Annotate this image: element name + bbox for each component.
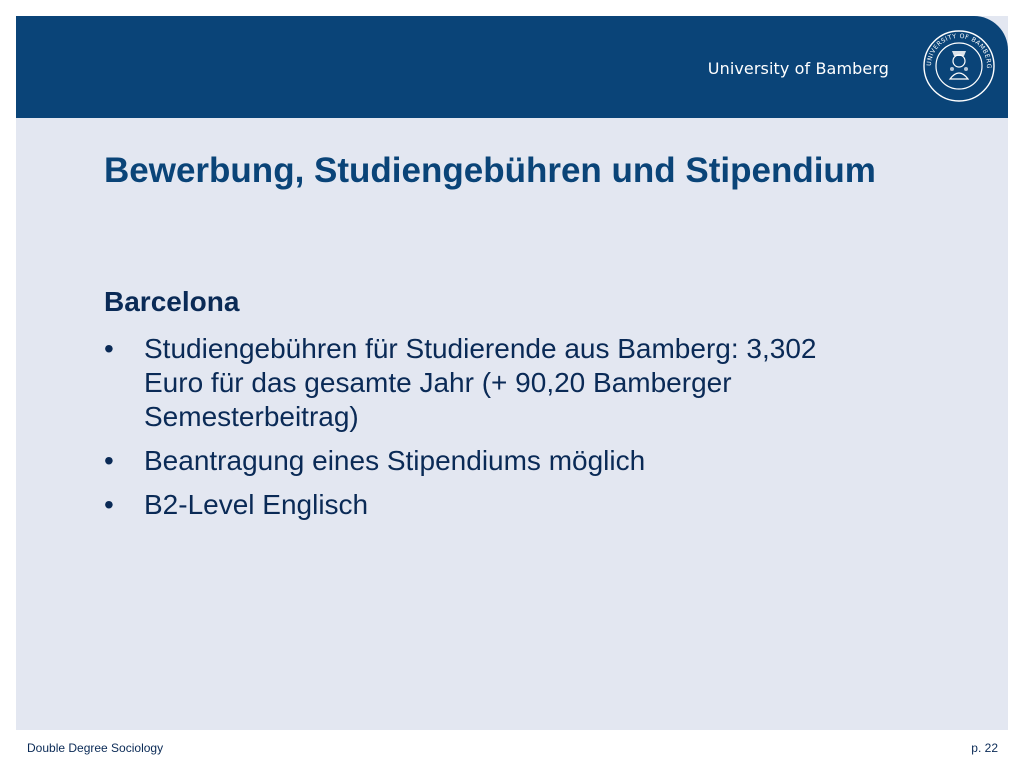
list-item-text: B2-Level Englisch: [144, 489, 369, 520]
page-title: Bewerbung, Studiengebühren und Stipendium: [104, 151, 876, 190]
list-item: [104, 444, 864, 478]
footer-page-number: p. 22: [971, 741, 998, 755]
list-item: [104, 332, 864, 434]
list-item-text: Studiengebühren für Studierende aus Bamberg: 3,302 Euro für das gesamte Jahr (+ 90,20 Bamberger Semesterbeitrag): [144, 333, 817, 432]
seal-lettering: UNIVERSITY OF BAMBERG: [925, 32, 993, 70]
section-heading: Barcelona: [104, 286, 240, 317]
bullet-marker: •: [104, 333, 114, 364]
university-name: University of Bamberg: [707, 59, 889, 78]
university-seal-icon: [922, 29, 996, 103]
bullet-marker: •: [104, 489, 114, 520]
list-item-text: Beantragung eines Stipendiums möglich: [144, 445, 646, 476]
bullet-list: [104, 332, 864, 522]
list-item: [104, 488, 864, 522]
slide-content: [104, 285, 864, 532]
bullet-marker: •: [104, 445, 114, 476]
header-banner: [16, 16, 1008, 118]
footer-course-label: Double Degree Sociology: [27, 741, 164, 755]
